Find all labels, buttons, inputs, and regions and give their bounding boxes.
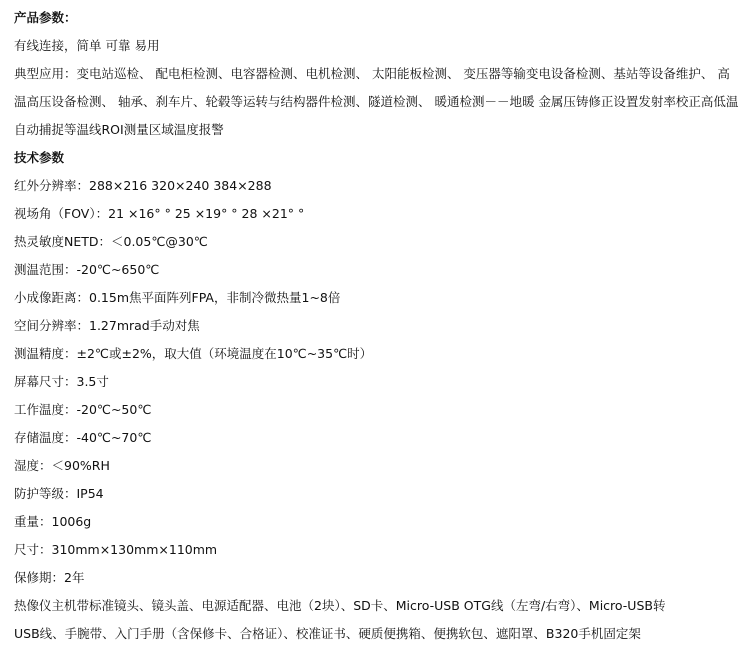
spec-storage-temp: 存储温度：-40℃~70℃ — [14, 430, 152, 445]
spec-dimensions: 尺寸：310mm×130mm×110mm — [14, 542, 218, 557]
spec-operating-temp: 工作温度：-20℃~50℃ — [14, 402, 152, 417]
spec-screen-size: 屏幕尺寸：3.5寸 — [14, 374, 109, 389]
spec-netd: 热灵敏度NETD：＜0.05℃@30℃ — [14, 234, 208, 249]
connection-text: 有线连接，简单 可靠 易用 — [14, 38, 160, 53]
spec-weight: 重量：1006g — [14, 514, 92, 529]
spec-accuracy: 测温精度：±2℃或±2%，取大值（环境温度在10℃~35℃时） — [14, 346, 373, 361]
tech-params-heading: 技术参数 — [14, 150, 65, 165]
accessories-line-1: 热像仪主机带标准镜头、镜头盖、电源适配器、电池（2块）、SD卡、Micro-USB OTG线（左弯/右弯）、Micro-USB转 — [14, 598, 666, 613]
applications-text: 典型应用：变电站巡检、 配电柜检测、电容器检测、电机检测、 太阳能板检测、 变压器等输变电设备检测、基站等设备维护、 高温高压设备检测、 轴承、刹车片、轮毂等运转与结构器件检测、隧道检测、 暖通检测－－地暖 金属压铸修正设置发射率校正高低温自动捕捉等温线ROI测量区域温度报警 — [14, 66, 739, 137]
spec-ir-resolution: 红外分辨率：288×216 320×240 384×288 — [14, 178, 272, 193]
spec-protection: 防护等级：IP54 — [14, 486, 104, 501]
spec-min-distance: 小成像距离：0.15m焦平面阵列FPA，非制冷微热量1~8倍 — [14, 290, 341, 305]
product-params-heading: 产品参数： — [14, 10, 77, 25]
spec-warranty: 保修期：2年 — [14, 570, 85, 585]
spec-fov: 视场角（FOV）：21 ×16° ° 25 ×19° ° 28 ×21° ° — [14, 206, 305, 221]
spec-spatial-resolution: 空间分辨率：1.27mrad手动对焦 — [14, 318, 200, 333]
spec-temp-range: 测温范围：-20℃~650℃ — [14, 262, 160, 277]
spec-humidity: 湿度：＜90%RH — [14, 458, 110, 473]
accessories-line-2: USB线、手腕带、入门手册（含保修卡、合格证）、校准证书、硬质便携箱、便携软包、遮阳罩、B320手机固定架 — [14, 626, 641, 641]
